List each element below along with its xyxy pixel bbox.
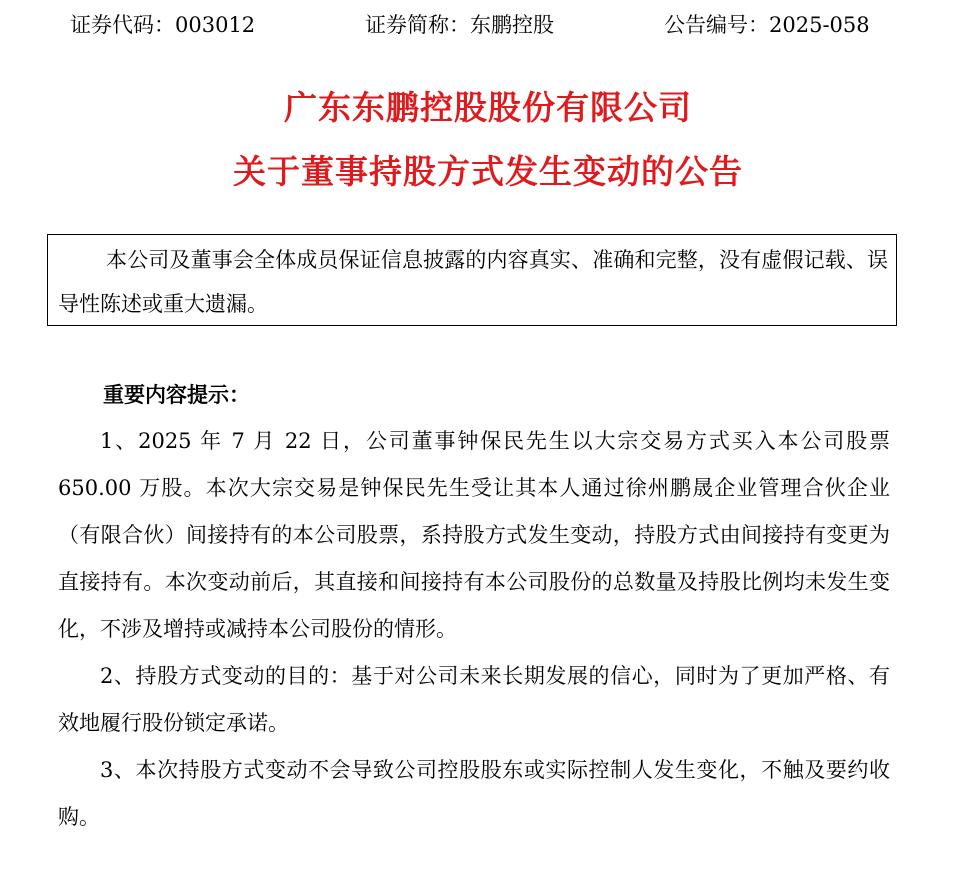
content-paragraph-1: 1、2025 年 7 月 22 日，公司董事钟保民先生以大宗交易方式买入本公司股票 650.00 万股。本次大宗交易是钟保民先生受让其本人通过徐州鹏晟企业管理合伙企业（有限合伙）间接持有的本公司股票，系持股方式发生变动，持股方式由间接持有变更为直接持有。本次变动前后，其直接和间接持有本公司股份的总数量及持股比例均未发生变化，不涉及增持或减持本公司股份的情形。 xyxy=(58,429,890,641)
content-paragraph-3: 3、本次持股方式变动不会导致公司控股股东或实际控制人发生变化，不触及要约收购。 xyxy=(58,758,890,829)
security-abbreviation: 证券简称：东鹏控股 xyxy=(365,13,554,37)
announcement-number: 公告编号：2025-058 xyxy=(664,13,870,37)
announcement-title: 关于董事持股方式发生变动的公告 xyxy=(233,152,743,191)
announcement-header xyxy=(0,10,976,40)
company-title: 广东东鹏控股股份有限公司 xyxy=(284,88,692,127)
security-code: 证券代码：003012 xyxy=(70,13,256,37)
disclaimer-text: 本公司及董事会全体成员保证信息披露的内容真实、准确和完整，没有虚假记载、误导性陈述或重大遗漏。 xyxy=(58,248,888,316)
content-paragraph-2: 2、持股方式变动的目的：基于对公司未来长期发展的信心，同时为了更加严格、有效地履行股份锁定承诺。 xyxy=(58,664,890,735)
disclaimer-box xyxy=(47,234,897,326)
section-heading: 重要内容提示： xyxy=(103,382,250,407)
